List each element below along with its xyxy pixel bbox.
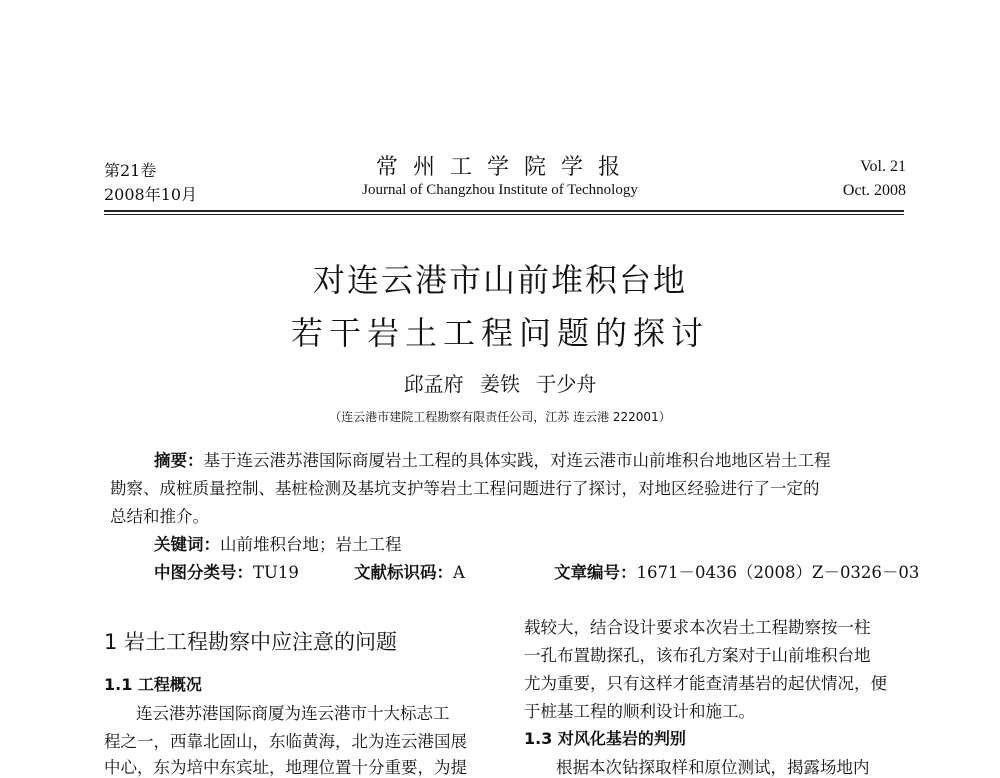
header-volume: 第21卷 — [104, 161, 157, 180]
doc-code — [354, 559, 465, 583]
header-date: 2008年10月 — [104, 185, 198, 204]
section-1-heading: 1 岩土工程勘察中应注意的问题 — [104, 630, 398, 654]
keywords — [154, 531, 402, 555]
article-number — [554, 559, 919, 583]
right-line3: 尤为重要，只有这样才能查清基岩的起伏情况，便 — [524, 674, 887, 693]
doc-value: A — [453, 563, 465, 582]
right-line2: 一孔布置勘探孔，该布孔方案对于山前堆积台地 — [524, 646, 871, 665]
abstract-text-1: 基于连云港苏港国际商厦岩土工程的具体实践，对连云港市山前堆积台地地区岩土工程 — [203, 451, 831, 470]
journal-title-cn: 常 州 工 学 院 学 报 — [376, 155, 624, 180]
section-1-1-heading: 1.1 工程概况 — [104, 675, 202, 694]
para1-line2: 程之一，西靠北固山，东临黄海，北为连云港国展 — [104, 732, 467, 751]
right-line5: 根据本次钻探取样和原位测试，揭露场地内 — [556, 758, 870, 777]
abstract-line3: 总结和推介。 — [110, 507, 209, 526]
right-line1: 载较大，结合设计要求本次岩土工程勘察按一柱 — [524, 618, 871, 637]
clc-number — [154, 559, 299, 583]
clc-value: TU19 — [253, 563, 299, 582]
doc-label: 文献标识码： — [354, 563, 453, 582]
paper-title-line1: 对连云港市山前堆积台地 — [312, 261, 687, 299]
abstract-line2: 勘察、成桩质量控制、基桩检测及基坑支护等岩土工程问题进行了探讨，对地区经验进行了一定的 — [110, 479, 820, 498]
header-rule-thick — [104, 210, 904, 212]
section-1-3-heading: 1.3 对风化基岩的判别 — [524, 729, 686, 748]
clc-label: 中图分类号： — [154, 563, 253, 582]
abstract-line1 — [154, 447, 831, 471]
header-date-en: Oct. 2008 — [842, 182, 906, 199]
journal-title-en: Journal of Changzhou Institute of Technology — [362, 182, 638, 198]
para1-line1: 连云港苏港国际商厦为连云港市十大标志工 — [136, 704, 450, 723]
article-value: 1671－0436（2008）Z－0326－03 — [636, 563, 920, 582]
keywords-text: 山前堆积台地；岩土工程 — [220, 535, 402, 554]
author-affiliation: （连云港市建院工程勘察有限责任公司，江苏 连云港 222001） — [329, 410, 671, 424]
header-vol-en: Vol. 21 — [860, 158, 906, 175]
header-rule-thin — [104, 214, 904, 215]
abstract-label: 摘要： — [154, 451, 204, 470]
keywords-label: 关键词： — [154, 535, 220, 554]
paper-title-line2: 若干岩土工程问题的探讨 — [290, 314, 709, 352]
para1-line3: 中心，东为培中东宾址，地理位置十分重要，为提 — [104, 758, 467, 777]
right-line4: 于桩基工程的顺利设计和施工。 — [524, 702, 755, 721]
paper-authors: 邱孟府 姜铁 于少舟 — [403, 372, 597, 396]
article-label: 文章编号： — [554, 563, 637, 582]
